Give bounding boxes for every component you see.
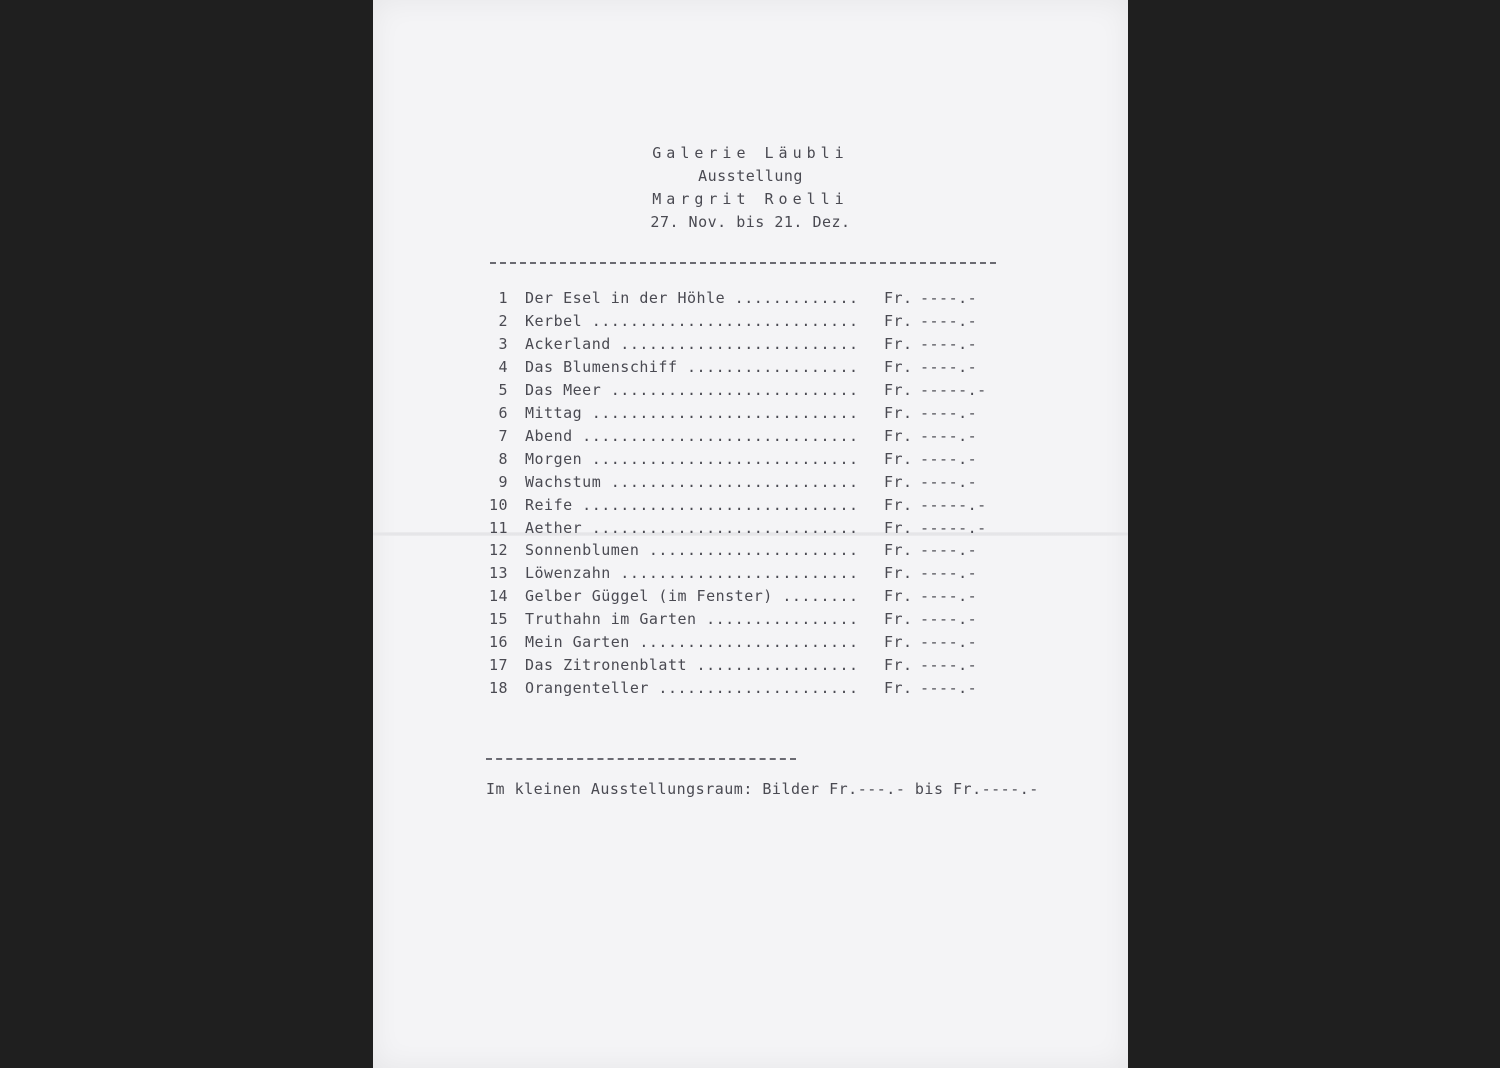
work-number: 13	[488, 564, 508, 583]
list-item	[486, 496, 986, 518]
work-price: ----.-	[920, 311, 978, 330]
work-number: 9	[498, 472, 508, 491]
currency-label: Fr.	[884, 518, 913, 537]
work-number: 16	[488, 633, 508, 652]
currency-label: Fr.	[884, 403, 913, 422]
list-item	[486, 289, 986, 311]
work-number: 17	[488, 656, 508, 675]
work-title: Das Zitronenblatt .................	[525, 656, 859, 675]
currency-label: Fr.	[884, 357, 913, 376]
work-title: Gelber Güggel (im Fenster) ........	[525, 587, 859, 606]
exhibition-label: Ausstellung	[698, 167, 803, 185]
currency-label: Fr.	[884, 449, 913, 468]
currency-label: Fr.	[884, 633, 913, 652]
work-title: Sonnenblumen ......................	[525, 541, 859, 560]
work-title: Abend .............................	[525, 426, 859, 445]
work-title: Wachstum ..........................	[525, 472, 859, 491]
currency-label: Fr.	[884, 380, 913, 399]
work-number: 7	[498, 426, 508, 445]
work-title: Aether ............................	[525, 518, 859, 537]
work-title: Das Meer ..........................	[525, 380, 859, 399]
work-title: Das Blumenschiff ..................	[525, 357, 859, 376]
work-title: Der Esel in der Höhle .............	[525, 289, 859, 307]
list-item	[486, 587, 986, 609]
list-item	[486, 633, 986, 655]
currency-label: Fr.	[884, 472, 913, 491]
work-price: -----.-	[920, 518, 987, 537]
work-price: ----.-	[920, 334, 978, 353]
work-price: ----.-	[920, 541, 978, 560]
work-price: -----.-	[920, 380, 987, 399]
list-item	[486, 404, 986, 426]
work-title: Löwenzahn .........................	[525, 564, 859, 583]
work-title: Kerbel ............................	[525, 311, 859, 330]
work-price: -----.-	[920, 495, 987, 514]
work-number: 1	[498, 289, 508, 307]
work-price: ----.-	[920, 679, 978, 698]
work-price: ----.-	[920, 403, 978, 422]
work-number: 11	[488, 518, 508, 537]
work-number: 3	[498, 334, 508, 353]
work-number: 6	[498, 403, 508, 422]
work-title: Orangenteller .....................	[525, 679, 859, 698]
work-title: Reife .............................	[525, 495, 859, 514]
work-number: 4	[498, 357, 508, 376]
currency-label: Fr.	[884, 541, 913, 560]
currency-label: Fr.	[884, 610, 913, 629]
work-title: Mein Garten .......................	[525, 633, 859, 652]
work-title: Ackerland .........................	[525, 334, 859, 353]
top-separator	[490, 262, 996, 264]
work-number: 15	[488, 610, 508, 629]
currency-label: Fr.	[884, 334, 913, 353]
exhibition-dates: 27. Nov. bis 21. Dez.	[650, 213, 851, 231]
list-item	[486, 656, 986, 678]
list-item	[486, 473, 986, 495]
currency-label: Fr.	[884, 289, 913, 307]
list-item	[486, 312, 986, 334]
work-number: 5	[498, 380, 508, 399]
list-item	[486, 358, 986, 380]
work-price: ----.-	[920, 587, 978, 606]
footer-note: Im kleinen Ausstellungsraum: Bilder Fr.---.- bis Fr.----.-	[486, 780, 1039, 798]
work-number: 10	[488, 495, 508, 514]
list-item	[486, 335, 986, 357]
list-item	[486, 381, 986, 403]
work-price: ----.-	[920, 633, 978, 652]
list-item	[486, 450, 986, 472]
work-price: ----.-	[920, 449, 978, 468]
work-title: Truthahn im Garten ................	[525, 610, 859, 629]
work-price: ----.-	[920, 357, 978, 376]
currency-label: Fr.	[884, 656, 913, 675]
work-number: 8	[498, 449, 508, 468]
currency-label: Fr.	[884, 495, 913, 514]
work-price: ----.-	[920, 289, 978, 307]
work-number: 12	[488, 541, 508, 560]
work-price: ----.-	[920, 564, 978, 583]
currency-label: Fr.	[884, 426, 913, 445]
list-item	[486, 679, 986, 701]
work-title: Mittag ............................	[525, 403, 859, 422]
work-price: ----.-	[920, 656, 978, 675]
work-price: ----.-	[920, 426, 978, 445]
work-number: 18	[488, 679, 508, 698]
list-item	[486, 564, 986, 586]
currency-label: Fr.	[884, 679, 913, 698]
currency-label: Fr.	[884, 564, 913, 583]
work-price: ----.-	[920, 472, 978, 491]
work-number: 2	[498, 311, 508, 330]
list-item	[486, 519, 986, 541]
list-item	[486, 541, 986, 563]
currency-label: Fr.	[884, 587, 913, 606]
bottom-separator	[486, 758, 796, 760]
artist-name: Margrit Roelli	[652, 190, 849, 208]
gallery-name: Galerie Läubli	[652, 144, 849, 162]
document-page	[373, 0, 1128, 1068]
work-price: ----.-	[920, 610, 978, 629]
currency-label: Fr.	[884, 311, 913, 330]
list-item	[486, 610, 986, 632]
work-title: Morgen ............................	[525, 449, 859, 468]
work-number: 14	[488, 587, 508, 606]
list-item	[486, 427, 986, 449]
